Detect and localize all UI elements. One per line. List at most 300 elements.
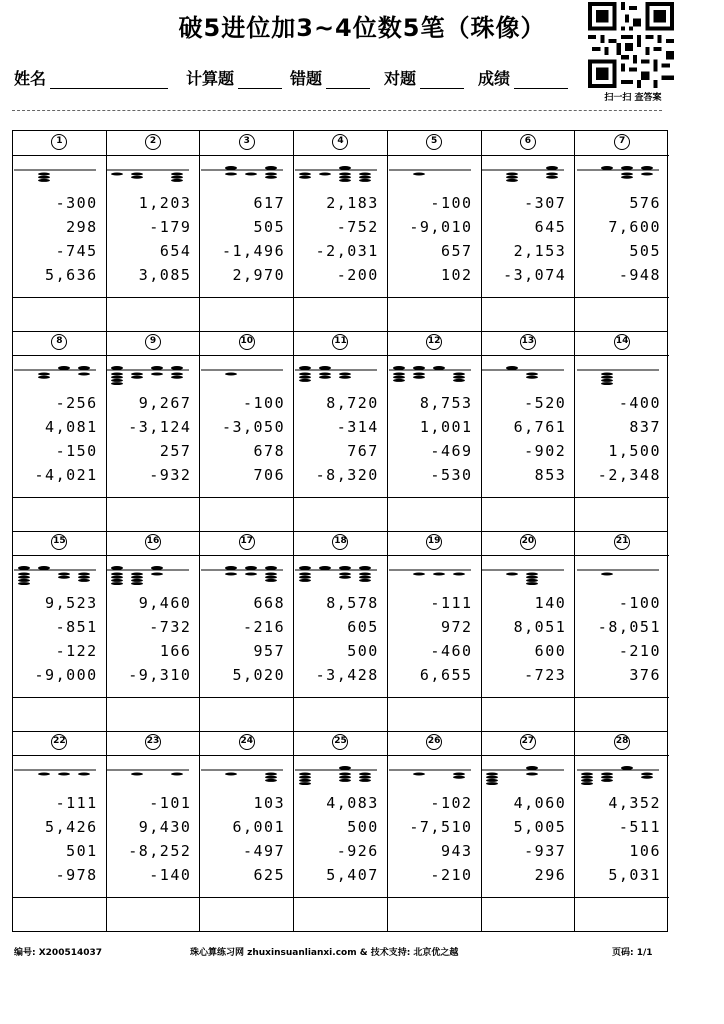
addend-value: -100 — [243, 394, 286, 412]
addend-value: -200 — [336, 266, 379, 284]
abacus-bead-icon — [103, 163, 191, 185]
problem-cell — [200, 131, 294, 331]
addend-list — [222, 391, 285, 487]
addend-list — [45, 191, 98, 287]
abacus-bead-icon — [573, 163, 661, 185]
abacus-bead-icon — [573, 363, 661, 385]
addend-value: -3,124 — [128, 418, 192, 436]
abacus-bead-icon — [291, 163, 379, 185]
problem-number-header — [388, 731, 481, 756]
problem-cell — [13, 331, 107, 531]
problem-number: 25 — [332, 734, 348, 750]
problem-cell — [200, 331, 294, 531]
answer-box[interactable] — [200, 697, 293, 732]
answer-box[interactable] — [388, 297, 481, 332]
answer-box[interactable] — [575, 697, 669, 732]
addend-value: 5,031 — [608, 866, 661, 884]
addend-list — [316, 391, 379, 487]
problem-number-header — [13, 131, 106, 156]
abacus-bead-icon — [385, 763, 473, 785]
addend-value: -150 — [55, 442, 98, 460]
problem-number: 4 — [332, 134, 348, 150]
problem-number: 22 — [51, 734, 67, 750]
name-blank[interactable] — [50, 72, 168, 89]
problem-cell — [575, 531, 669, 731]
page-number: 页码: 1/1 — [612, 948, 653, 958]
addend-value: 1,203 — [138, 194, 192, 212]
addend-value: 5,005 — [513, 818, 567, 836]
addend-list — [409, 791, 472, 887]
addend-list — [598, 391, 661, 487]
addend-list — [608, 791, 661, 887]
problem-number-header — [13, 331, 106, 356]
answer-box[interactable] — [388, 697, 481, 732]
abacus-bead-icon — [573, 763, 661, 785]
problem-cell — [575, 131, 669, 331]
addend-value: 505 — [629, 242, 661, 260]
addend-value: -100 — [430, 194, 473, 212]
addend-list — [128, 591, 191, 687]
addend-value: -140 — [149, 866, 192, 884]
addend-value: -497 — [243, 842, 286, 860]
abacus-bead-icon — [10, 363, 98, 385]
problem-cell — [294, 731, 388, 931]
answer-box[interactable] — [294, 297, 387, 332]
addend-list — [128, 391, 191, 487]
answer-box[interactable] — [200, 297, 293, 332]
abacus-bead-icon — [197, 563, 285, 585]
answer-box[interactable] — [388, 897, 481, 932]
problem-cell — [388, 731, 482, 931]
addend-value: 9,267 — [138, 394, 192, 412]
abacus-bead-icon — [478, 763, 566, 785]
problem-number-header — [388, 531, 481, 556]
page-title: 破5进位加3~4位数5笔（珠像） — [178, 14, 546, 42]
problem-number-header — [200, 731, 293, 756]
wrong-label: 错题 — [290, 69, 323, 88]
problem-cell — [107, 131, 201, 331]
addend-list — [232, 791, 285, 887]
problem-cell — [13, 131, 107, 331]
problem-number-header — [575, 531, 669, 556]
answer-box[interactable] — [107, 497, 200, 532]
addend-value: -111 — [55, 794, 98, 812]
addend-list — [608, 191, 661, 287]
answer-box[interactable] — [294, 697, 387, 732]
problem-number-header — [200, 131, 293, 156]
row-divider — [13, 531, 667, 532]
addend-value: -210 — [618, 642, 661, 660]
row-divider — [13, 331, 667, 332]
addend-value: -8,252 — [128, 842, 192, 860]
addend-value: -216 — [243, 618, 286, 636]
problem-number-header — [575, 131, 669, 156]
addend-value: -256 — [55, 394, 98, 412]
problem-number-header — [388, 331, 481, 356]
addend-value: 6,001 — [232, 818, 286, 836]
problem-number: 9 — [145, 334, 161, 350]
addend-value: 4,060 — [513, 794, 567, 812]
problem-cell — [388, 331, 482, 531]
problem-cell — [482, 731, 576, 931]
problem-cell — [388, 131, 482, 331]
addend-value: -469 — [430, 442, 473, 460]
problem-number: 14 — [614, 334, 630, 350]
problem-cell — [294, 131, 388, 331]
addend-value: -2,031 — [315, 242, 379, 260]
answer-box[interactable] — [482, 297, 575, 332]
addend-value: 2,970 — [232, 266, 286, 284]
problem-cell — [482, 331, 576, 531]
answer-box[interactable] — [107, 297, 200, 332]
problem-number: 1 — [51, 134, 67, 150]
addend-value: 505 — [253, 218, 286, 236]
addend-value: -9,000 — [34, 666, 98, 684]
addend-value: -723 — [524, 666, 567, 684]
name-label: 姓名 — [14, 69, 47, 88]
addend-value: -9,010 — [409, 218, 473, 236]
addend-value: 5,020 — [232, 666, 286, 684]
addend-value: 657 — [440, 242, 473, 260]
addend-list — [139, 191, 192, 287]
problem-cell — [575, 331, 669, 531]
problem-number-header — [13, 531, 106, 556]
answer-box[interactable] — [482, 497, 575, 532]
doc-code: 编号: X200514037 — [14, 948, 103, 958]
addend-list — [45, 791, 98, 887]
problem-number: 20 — [520, 534, 536, 550]
problem-cell — [294, 331, 388, 531]
addend-value: 943 — [440, 842, 473, 860]
problem-number-header — [294, 731, 387, 756]
addend-value: 2,183 — [326, 194, 379, 212]
addend-value: 296 — [534, 866, 567, 884]
addend-list — [514, 591, 567, 687]
problem-number: 15 — [51, 534, 67, 550]
problem-number: 28 — [614, 734, 630, 750]
abacus-bead-icon — [291, 563, 379, 585]
problem-cell — [575, 731, 669, 931]
problem-grid — [12, 130, 668, 932]
answer-box[interactable] — [107, 697, 200, 732]
problem-number-header — [482, 731, 575, 756]
addend-value: 8,578 — [326, 594, 379, 612]
addend-list — [514, 791, 567, 887]
abacus-bead-icon — [291, 763, 379, 785]
addend-value: 654 — [159, 242, 192, 260]
addend-list — [232, 591, 285, 687]
abacus-bead-icon — [197, 163, 285, 185]
answer-box[interactable] — [13, 297, 106, 332]
addend-list — [128, 791, 191, 887]
problem-number: 2 — [145, 134, 161, 150]
addend-value: -520 — [524, 394, 567, 412]
abacus-bead-icon — [103, 563, 191, 585]
problem-number: 7 — [614, 134, 630, 150]
addend-value: -8,320 — [315, 466, 379, 484]
addend-list — [222, 191, 285, 287]
addend-value: -745 — [55, 242, 98, 260]
addend-value: 7,600 — [608, 218, 661, 236]
addend-value: -111 — [430, 594, 473, 612]
addend-value: 837 — [629, 418, 661, 436]
total-label: 计算题 — [186, 69, 235, 88]
addend-list — [420, 591, 473, 687]
addend-value: 3,085 — [138, 266, 192, 284]
problem-number: 24 — [239, 734, 255, 750]
problem-number-header — [200, 331, 293, 356]
addend-value: -179 — [149, 218, 192, 236]
addend-value: 102 — [440, 266, 473, 284]
problem-cell — [13, 731, 107, 931]
student-info-row — [14, 66, 584, 92]
problem-number: 6 — [520, 134, 536, 150]
addend-value: 5,636 — [45, 266, 98, 284]
addend-list — [35, 391, 98, 487]
problem-number: 13 — [520, 334, 536, 350]
addend-value: 2,153 — [513, 242, 567, 260]
addend-value: -1,496 — [221, 242, 286, 260]
addend-value: 605 — [347, 618, 379, 636]
addend-value: 9,460 — [138, 594, 192, 612]
addend-value: 106 — [629, 842, 661, 860]
addend-value: -300 — [55, 194, 98, 212]
addend-value: 1,500 — [608, 442, 661, 460]
addend-value: 166 — [159, 642, 192, 660]
addend-value: 4,352 — [608, 794, 661, 812]
problem-number: 10 — [239, 334, 255, 350]
addend-value: -122 — [55, 642, 98, 660]
answer-box[interactable] — [482, 697, 575, 732]
addend-value: -978 — [55, 866, 98, 884]
right-label: 对题 — [384, 69, 417, 88]
abacus-bead-icon — [197, 763, 285, 785]
problem-number-header — [294, 131, 387, 156]
problem-cell — [200, 531, 294, 731]
addend-value: 668 — [253, 594, 286, 612]
addend-value: 576 — [629, 194, 661, 212]
addend-value: -7,510 — [409, 818, 473, 836]
answer-box[interactable] — [482, 897, 575, 932]
problem-number: 19 — [426, 534, 442, 550]
addend-list — [35, 591, 98, 687]
addend-value: -3,050 — [221, 418, 286, 436]
addend-value: 9,430 — [138, 818, 192, 836]
addend-value: 501 — [66, 842, 98, 860]
problem-cell — [107, 531, 201, 731]
addend-list — [514, 391, 567, 487]
addend-value: 8,753 — [419, 394, 473, 412]
wrong-blank[interactable] — [326, 72, 370, 89]
problem-number-header — [482, 531, 575, 556]
abacus-bead-icon — [10, 163, 98, 185]
problem-cell — [107, 331, 201, 531]
addend-value: 257 — [159, 442, 192, 460]
addend-value: 617 — [253, 194, 286, 212]
addend-value: -752 — [336, 218, 379, 236]
problem-number: 27 — [520, 734, 536, 750]
abacus-bead-icon — [478, 563, 566, 585]
problem-number-header — [107, 131, 200, 156]
answer-box[interactable] — [388, 497, 481, 532]
abacus-bead-icon — [385, 363, 473, 385]
addend-value: 500 — [347, 818, 379, 836]
answer-box[interactable] — [13, 497, 106, 532]
addend-value: -314 — [336, 418, 379, 436]
problem-number-header — [107, 331, 200, 356]
problem-number-header — [482, 331, 575, 356]
addend-value: 6,761 — [513, 418, 567, 436]
answer-box[interactable] — [200, 897, 293, 932]
abacus-bead-icon — [103, 763, 191, 785]
addend-value: -3,428 — [315, 666, 379, 684]
addend-value: -926 — [336, 842, 379, 860]
addend-value: 5,407 — [326, 866, 379, 884]
addend-value: -8,051 — [597, 618, 661, 636]
answer-box[interactable] — [107, 897, 200, 932]
addend-value: -100 — [618, 594, 661, 612]
right-blank[interactable] — [420, 72, 464, 89]
addend-value: 600 — [534, 642, 567, 660]
answer-box[interactable] — [13, 697, 106, 732]
addend-value: 4,081 — [45, 418, 98, 436]
addend-value: 500 — [347, 642, 379, 660]
problem-number: 8 — [51, 334, 67, 350]
problem-number-header — [482, 131, 575, 156]
abacus-bead-icon — [10, 563, 98, 585]
addend-value: -732 — [149, 618, 192, 636]
problem-number-header — [200, 531, 293, 556]
addend-value: -902 — [524, 442, 567, 460]
answer-box[interactable] — [575, 297, 669, 332]
addend-value: -3,074 — [503, 266, 567, 284]
abacus-bead-icon — [573, 563, 661, 585]
addend-value: 853 — [534, 466, 567, 484]
site-credit: 珠心算练习网 zhuxinsuanlianxi.com & 技术支持: 北京优之越 — [190, 948, 459, 958]
addend-value: -307 — [524, 194, 567, 212]
problem-number: 3 — [239, 134, 255, 150]
answer-box[interactable] — [575, 497, 669, 532]
abacus-bead-icon — [385, 563, 473, 585]
dashed-divider — [12, 110, 662, 111]
addend-value: -4,021 — [34, 466, 98, 484]
addend-value: 376 — [629, 666, 661, 684]
problem-number-header — [294, 331, 387, 356]
abacus-bead-icon — [103, 363, 191, 385]
problem-number: 23 — [145, 734, 161, 750]
problem-cell — [294, 531, 388, 731]
problem-number: 11 — [332, 334, 348, 350]
problem-number: 18 — [332, 534, 348, 550]
problem-number: 16 — [145, 534, 161, 550]
addend-value: 957 — [253, 642, 286, 660]
row-divider — [13, 731, 667, 732]
addend-value: -2,348 — [597, 466, 661, 484]
problem-cell — [200, 731, 294, 931]
answer-box[interactable] — [294, 897, 387, 932]
answer-box[interactable] — [294, 497, 387, 532]
abacus-bead-icon — [385, 163, 473, 185]
problem-cell — [388, 531, 482, 731]
answer-box[interactable] — [200, 497, 293, 532]
score-blank[interactable] — [514, 72, 568, 89]
addend-value: -530 — [430, 466, 473, 484]
addend-value: 9,523 — [45, 594, 98, 612]
problem-cell — [482, 131, 576, 331]
addend-list — [316, 591, 379, 687]
addend-value: -460 — [430, 642, 473, 660]
abacus-bead-icon — [478, 163, 566, 185]
problem-number-header — [388, 131, 481, 156]
addend-value: 1,001 — [419, 418, 473, 436]
addend-value: -932 — [149, 466, 192, 484]
abacus-bead-icon — [478, 363, 566, 385]
addend-list — [503, 191, 566, 287]
abacus-bead-icon — [197, 363, 285, 385]
addend-value: 8,720 — [326, 394, 379, 412]
addend-value: 767 — [347, 442, 379, 460]
total-blank[interactable] — [238, 72, 282, 89]
problem-number: 21 — [614, 534, 630, 550]
addend-value: -511 — [618, 818, 661, 836]
addend-value: 706 — [253, 466, 286, 484]
addend-list — [409, 191, 472, 287]
addend-value: 972 — [440, 618, 473, 636]
problem-cell — [13, 531, 107, 731]
problem-number: 12 — [426, 334, 442, 350]
problem-number-header — [107, 531, 200, 556]
problem-number: 26 — [426, 734, 442, 750]
problem-number-header — [575, 731, 669, 756]
addend-value: -210 — [430, 866, 473, 884]
addend-value: -851 — [55, 618, 98, 636]
answer-box[interactable] — [13, 897, 106, 932]
addend-value: -948 — [618, 266, 661, 284]
addend-value: 8,051 — [513, 618, 567, 636]
abacus-bead-icon — [10, 763, 98, 785]
problem-number: 5 — [426, 134, 442, 150]
problem-number-header — [294, 531, 387, 556]
addend-value: -937 — [524, 842, 567, 860]
answer-box[interactable] — [575, 897, 669, 932]
addend-value: 103 — [253, 794, 286, 812]
addend-value: -400 — [618, 394, 661, 412]
addend-list — [326, 791, 379, 887]
abacus-bead-icon — [291, 363, 379, 385]
addend-value: 678 — [253, 442, 286, 460]
qr-code-icon — [586, 2, 676, 88]
addend-list — [316, 191, 379, 287]
addend-value: -101 — [149, 794, 192, 812]
addend-list — [598, 591, 661, 687]
problem-cell — [482, 531, 576, 731]
addend-value: 6,655 — [419, 666, 473, 684]
addend-value: -102 — [430, 794, 473, 812]
problem-number: 17 — [239, 534, 255, 550]
score-label: 成绩 — [478, 69, 511, 88]
addend-list — [420, 391, 473, 487]
problem-number-header — [13, 731, 106, 756]
problem-number-header — [575, 331, 669, 356]
problem-cell — [107, 731, 201, 931]
addend-value: 140 — [534, 594, 567, 612]
addend-value: 298 — [66, 218, 98, 236]
addend-value: 5,426 — [45, 818, 98, 836]
addend-value: -9,310 — [128, 666, 192, 684]
addend-value: 4,083 — [326, 794, 379, 812]
qr-caption: 扫一扫 查答案 — [604, 93, 662, 103]
addend-value: 625 — [253, 866, 286, 884]
